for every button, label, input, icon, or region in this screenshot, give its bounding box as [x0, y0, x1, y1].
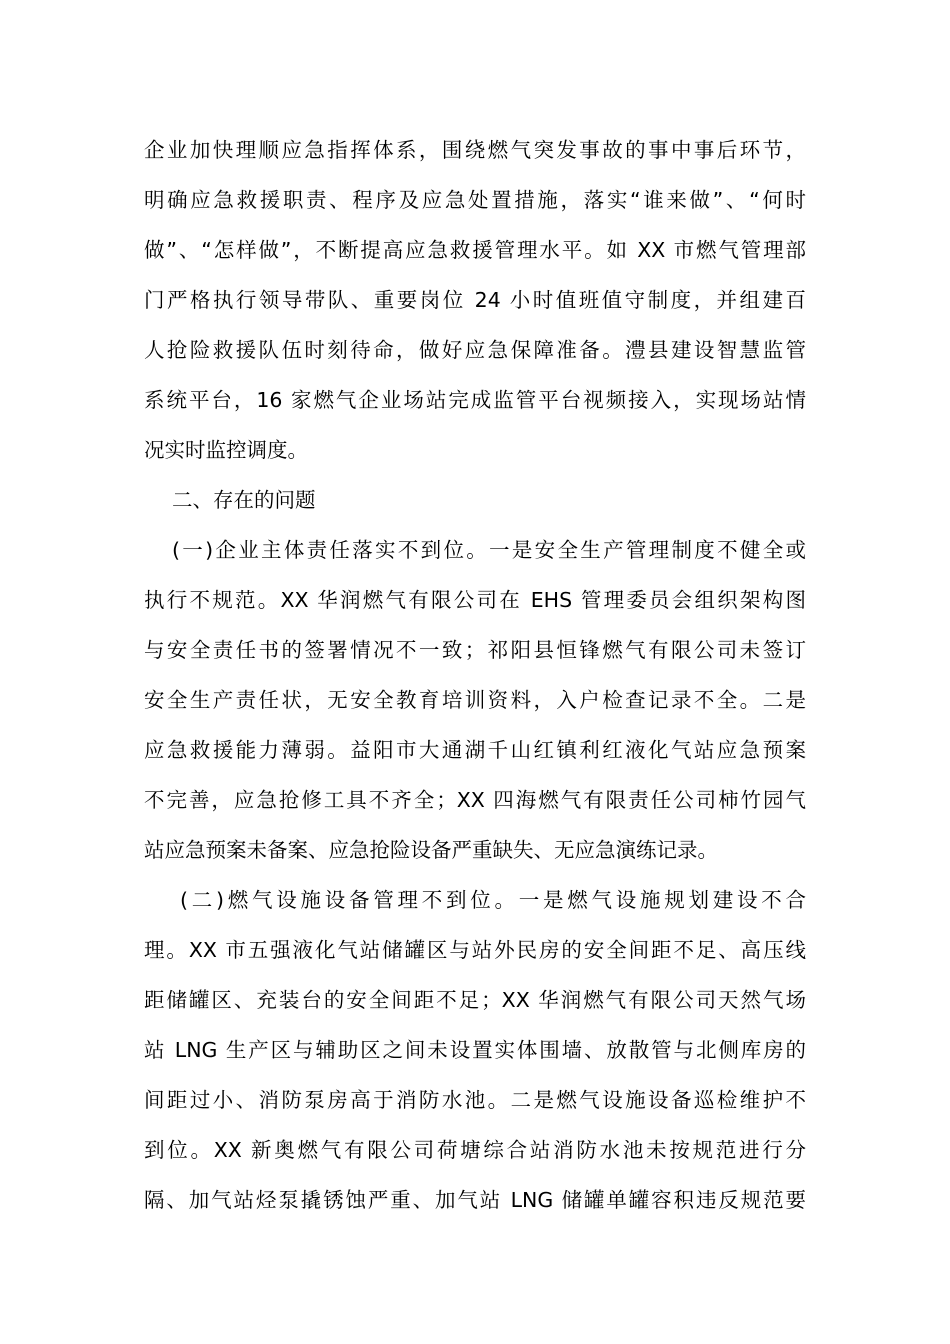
- text-line: 到位。XX 新奥燃气有限公司荷塘综合站消防水池未按规范进行分: [144, 1138, 806, 1162]
- text-line: 系统平台，16 家燃气企业场站完成监管平台视频接入，实现场站情: [144, 388, 806, 412]
- text-line: 做”、“怎样做”，不断提高应急救援管理水平。如 XX 市燃气管理部: [144, 238, 806, 262]
- text-line: 不完善，应急抢修工具不齐全；XX 四海燃气有限责任公司柿竹园气: [144, 788, 806, 812]
- text-line: 应急救援能力薄弱。益阳市大通湖千山红镇利红液化气站应急预案: [144, 738, 806, 762]
- text-line: 况实时监控调度。: [144, 438, 308, 462]
- text-line: 隔、加气站烃泵撬锈蚀严重、加气站 LNG 储罐单罐容积违反规范要: [144, 1188, 806, 1212]
- text-line: 站应急预案未备案、应急抢险设备严重缺失、无应急演练记录。: [144, 838, 718, 862]
- text-line: 人抢险救援队伍时刻待命，做好应急保障准备。澧县建设智慧监管: [144, 338, 806, 362]
- section-heading: 二、存在的问题: [172, 488, 316, 512]
- text-line: 企业加快理顺应急指挥体系，围绕燃气突发事故的事中事后环节，: [144, 138, 806, 162]
- text-line: 理。XX 市五强液化气站储罐区与站外民房的安全间距不足、高压线: [144, 938, 806, 962]
- text-line: 站 LNG 生产区与辅助区之间未设置实体围墙、放散管与北侧库房的: [144, 1038, 806, 1062]
- text-line: 明确应急救援职责、程序及应急处置措施，落实“谁来做”、“何时: [144, 188, 806, 212]
- text-line: (一)企业主体责任落实不到位。一是安全生产管理制度不健全或: [172, 538, 806, 562]
- text-line: 安全生产责任状，无安全教育培训资料，入户检查记录不全。二是: [144, 688, 806, 712]
- text-line: 与安全责任书的签署情况不一致；祁阳县恒锋燃气有限公司未签订: [144, 638, 806, 662]
- text-line: 执行不规范。XX 华润燃气有限公司在 EHS 管理委员会组织架构图: [144, 588, 806, 612]
- text-line: 距储罐区、充装台的安全间距不足；XX 华润燃气有限公司天然气场: [144, 988, 806, 1012]
- text-line: 门严格执行领导带队、重要岗位 24 小时值班值守制度，并组建百: [144, 288, 806, 312]
- text-line: 间距过小、消防泵房高于消防水池。二是燃气设施设备巡检维护不: [144, 1088, 806, 1112]
- text-line: (二)燃气设施设备管理不到位。一是燃气设施规划建设不合: [180, 888, 806, 912]
